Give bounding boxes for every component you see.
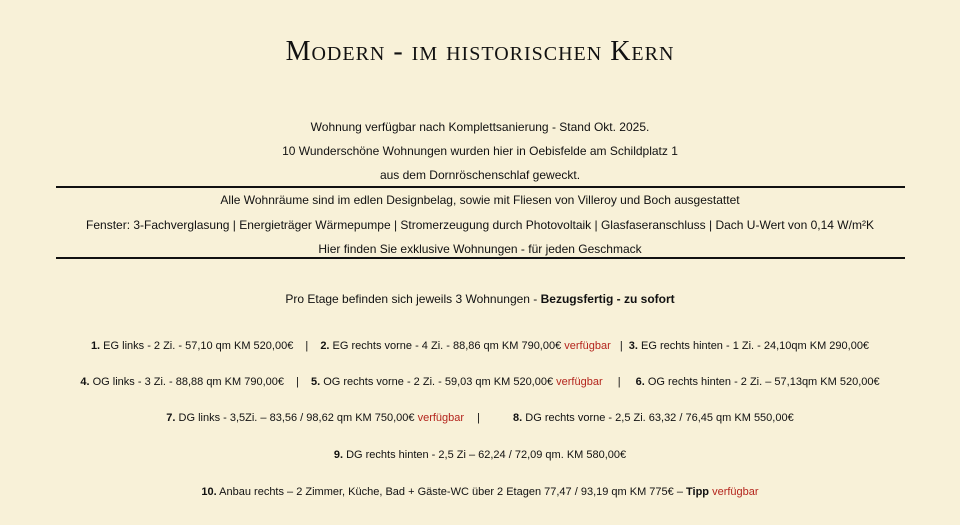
separator: |	[619, 340, 623, 352]
intro-line-1: Wohnung verfügbar nach Komplettsanierung - Stand Okt. 2025.	[310, 120, 650, 134]
available-badge: verfügbar	[564, 340, 611, 352]
unit-10	[201, 486, 758, 498]
separator: |	[617, 376, 621, 388]
unit-number: 2.	[320, 340, 330, 352]
available-badge: verfügbar	[417, 412, 465, 424]
unit-number: 10.	[201, 486, 217, 498]
separator: |	[305, 340, 309, 352]
unit-number: 8.	[513, 412, 523, 424]
units-row-4	[0, 449, 960, 461]
intro-line-3: aus dem Dornröschenschlaf geweckt.	[379, 168, 581, 182]
unit-9	[334, 449, 626, 461]
units-row-1	[0, 340, 960, 352]
unit-description: DG rechts hinten - 2,5 Zi – 62,24 / 72,09 qm. KM 580,00€	[343, 449, 627, 461]
unit-2	[320, 340, 610, 352]
unit-7	[166, 412, 464, 424]
units-row-2	[0, 376, 960, 388]
units-row-5	[0, 486, 960, 498]
features-line-2: Fenster: 3-Fachverglasung | Energieträger Wärmepumpe | Stromerzeugung durch Photovoltaik | Glasfaseranschluss | Dach U-Wert von 0,14 W/m²K	[86, 218, 874, 232]
move-in-ready-label: Bezugsfertig - zu sofort	[540, 292, 675, 306]
available-badge: verfügbar	[709, 486, 759, 498]
intro-line-2: 10 Wunderschöne Wohnungen wurden hier in Oebisfelde am Schildplatz 1	[282, 144, 678, 158]
per-floor-text: Pro Etage befinden sich jeweils 3 Wohnungen -	[285, 292, 541, 306]
unit-number: 3.	[628, 340, 638, 352]
separator: |	[296, 376, 299, 388]
unit-description: EG links - 2 Zi. - 57,10 qm KM 520,00€	[100, 340, 294, 352]
unit-8	[513, 412, 794, 424]
features-line-1: Alle Wohnräume sind im edlen Designbelag, sowie mit Fliesen von Villeroy und Boch ausgestattet	[220, 193, 740, 207]
unit-number: 1.	[90, 340, 101, 352]
separator: |	[477, 412, 480, 424]
unit-description: Anbau rechts – 2 Zimmer, Küche, Bad + Gäste-WC über 2 Etagen 77,47 / 93,19 qm KM 775€ –	[216, 486, 687, 498]
unit-3	[629, 340, 869, 352]
unit-description: OG rechts hinten - 2 Zi. – 57,13qm KM 520,00€	[644, 376, 880, 388]
unit-description: EG rechts hinten - 1 Zi. - 24,10qm KM 290,00€	[637, 340, 870, 352]
unit-4	[80, 376, 284, 388]
unit-number: 5.	[310, 376, 321, 388]
unit-number: 7.	[166, 412, 176, 424]
unit-description: OG links - 3 Zi. - 88,88 qm KM 790,00€	[89, 376, 284, 388]
unit-description: EG rechts vorne - 4 Zi. - 88,86 qm KM 790,00€	[329, 340, 565, 352]
tip-label: Tipp	[686, 486, 710, 498]
features-line-3: Hier finden Sie exklusive Wohnungen - für jeden Geschmack	[318, 242, 642, 256]
unit-description: OG rechts vorne - 2 Zi. - 59,03 qm KM 520,00€	[320, 376, 557, 388]
divider-bottom	[56, 257, 905, 259]
unit-5	[311, 376, 603, 388]
page-title: Modern - im historischen Kern	[285, 36, 675, 67]
unit-1	[91, 340, 293, 352]
unit-number: 4.	[80, 376, 90, 388]
unit-description: DG links - 3,5Zi. – 83,56 / 98,62 qm KM 750,00€	[175, 412, 418, 424]
unit-number: 6.	[635, 376, 645, 388]
divider-top	[56, 186, 905, 188]
available-badge: verfügbar	[556, 376, 603, 388]
units-row-3	[0, 412, 960, 424]
unit-6	[636, 376, 880, 388]
unit-description: DG rechts vorne - 2,5 Zi. 63,32 / 76,45 qm KM 550,00€	[522, 412, 794, 424]
per-floor-info	[0, 292, 960, 306]
unit-number: 9.	[333, 449, 344, 461]
